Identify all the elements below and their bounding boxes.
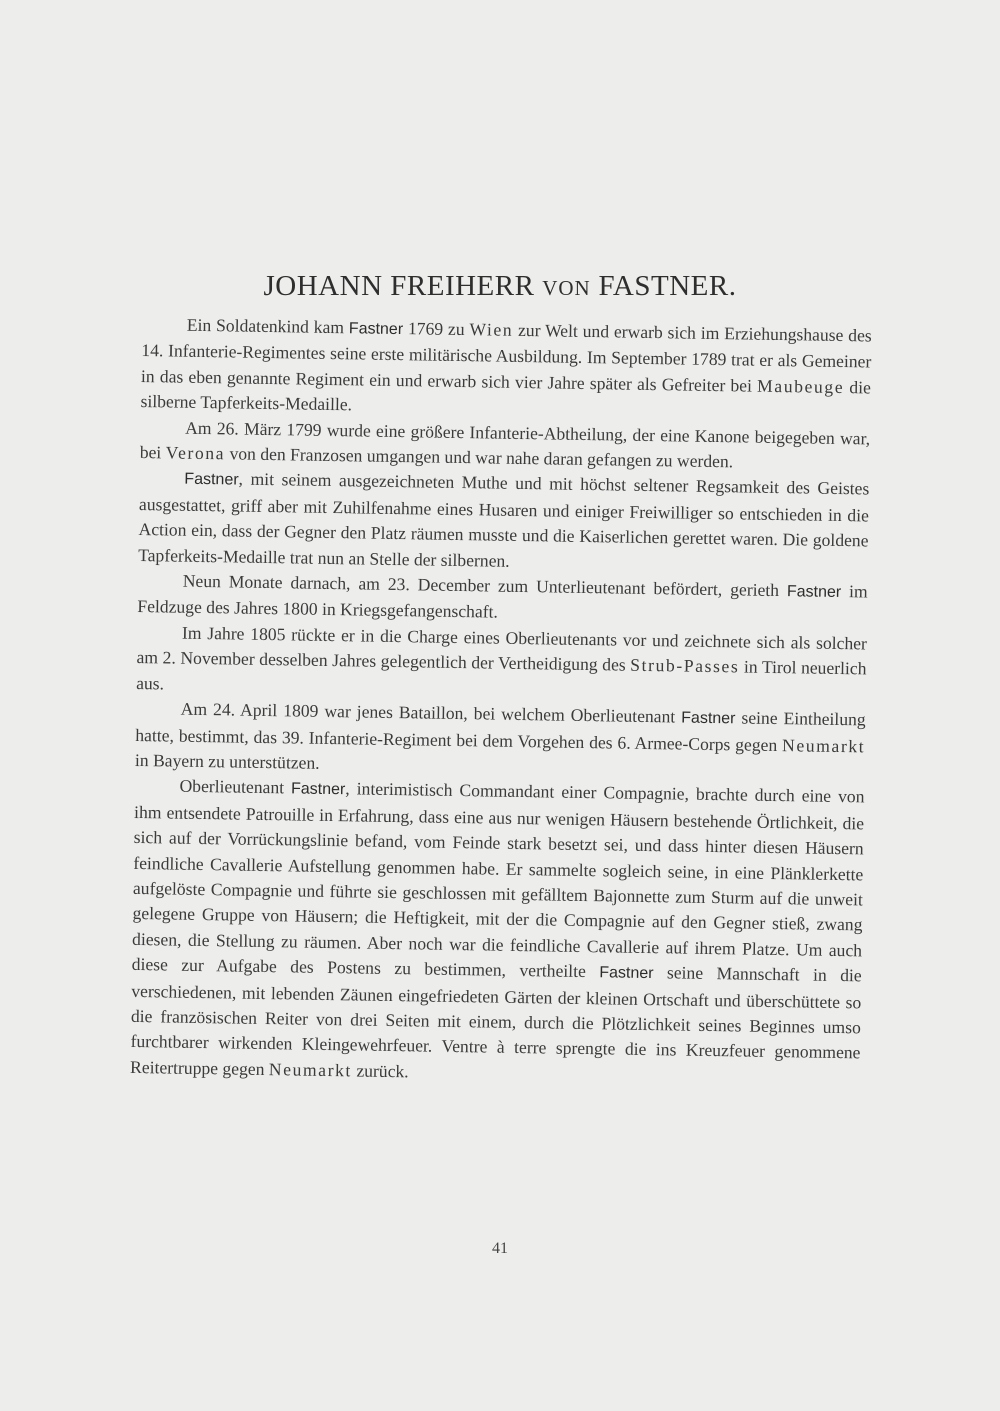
- person-name: Fastner: [290, 780, 346, 799]
- body-text: [130, 312, 872, 1092]
- title-rest: FASTNER.: [590, 270, 737, 302]
- place-name: Neumarkt: [781, 734, 866, 756]
- paragraph-7: [130, 773, 865, 1091]
- p1-text-d: zur Welt und erwarb sich im Erziehungshause des 14. Infanterie-Regimentes seine erste militärische Ausbildung. Im September 1789 trat er als Gemeiner in das eben genannte Regiment ein und erwarb sich vier Jahre später als Gefreiter bei: [140, 319, 872, 396]
- person-name: Fastner: [786, 583, 842, 602]
- paragraph-1: [140, 312, 872, 426]
- p7-text-e: zurück.: [351, 1060, 409, 1082]
- p6-text-b: seine Eintheilung hatte, bestimmt, das 39. Infanterie-Regiment bei dem Vorgehen des 6. Armee-Corps gegen: [135, 707, 866, 755]
- p5-text-a: Im Jahre 1805 rückte er in die Charge eines Oberlieutenants vor und zeichnete sich als solcher am 2. November desselben Jahres gelegentlich der Vertheidigung des: [136, 622, 868, 675]
- p7-text-a: Oberlieutenant: [179, 775, 292, 798]
- p1-text-b: 1769 zu: [402, 318, 470, 340]
- place-name: Neumarkt: [268, 1058, 353, 1081]
- page-number: 41: [492, 1240, 508, 1257]
- person-name: Fastner: [681, 709, 736, 728]
- p7-text-c: seine Mannschaft in die verschiedenen, mit lebenden Zäunen eingefriedeten Gärten der kleinen Ortschaft und überschüttete so die französischen Reiter von drei Seiten mit einem, durch die Plötzlichkeit seines Beginnes umso furchtbarer wirkenden Kleingewehrfeuer. Ventre à terre sprengte die ins Kreuzfeuer genommene Reitertruppe gegen: [129, 962, 862, 1079]
- p2-text-c: von den Franzosen umgangen und war nahe daran gefangen zu werden.: [224, 443, 734, 472]
- place-name: Maubeuge: [756, 375, 845, 397]
- title-main: JOHANN FREIHERR: [263, 270, 543, 302]
- person-name: Fastner: [348, 320, 404, 339]
- p4-text-b: im Feldzuge des Jahres 1800 in Kriegsgefangenschaft.: [137, 581, 868, 623]
- p2-text-a: Am 26. März 1799 wurde eine größere Infanterie-Abtheilung, der eine Kanone beigegeben war, bei: [139, 417, 871, 463]
- paragraph-3: [138, 465, 870, 579]
- p4-text-a: Neun Monate darnach, am 23. December zum Unterlieutenant befördert, gerieth: [182, 570, 788, 601]
- p6-text-a: Am 24. April 1809 war jenes Bataillon, bei welchem Oberlieutenant: [180, 698, 682, 727]
- person-name: Fastner: [184, 471, 239, 489]
- place-name: Verona: [165, 442, 226, 464]
- p1-text-a: Ein Soldatenkind kam: [186, 314, 350, 338]
- title-von: VON: [542, 276, 591, 300]
- paragraph-5: [136, 620, 867, 708]
- paragraph-6: [135, 696, 866, 785]
- person-name: Fastner: [599, 964, 654, 983]
- place-name: Wien: [469, 319, 514, 340]
- place-name: Strub-Passes: [630, 654, 740, 677]
- p3-text-a: , mit seinem ausgezeichneten Muthe und mit höchst seltener Regsamkeit des Geistes ausgestattet, griff aber mit Zuhilfenahme eines Husaren und einiger Freiwilliger so entschieden in die Action ein, dass der Gegner den Platz räumen musste und die Kaiserlichen gerettet waren. Die goldene Tapferkeits-Medaille trat nun an Stelle der silbernen.: [138, 468, 870, 571]
- p5-text-c: in Tirol neuerlich aus.: [136, 656, 867, 694]
- p6-text-d: in Bayern zu unterstützen.: [134, 749, 320, 773]
- chapter-title: [0, 270, 1000, 303]
- p7-text-b: , interimistisch Commandant einer Compagnie, brachte durch eine von ihm entsendete Patrouille in Erfahrung, dass eine aus nur wenigen Häusern bestehende Örtlichkeit, die sich auf der Vorrückungslinie befand, vom Feinde stark besetzt sei, und dass hinter diesen Häusern feindliche Cavallerie Aufstellung genommen habe. Er sammelte sogleich seine, in eine Plänklerkette aufgelöste Compagnie und führte sie geschlossen mit gefälltem Bajonnette zum Sturm auf die unweit gelegene Gruppe von Häusern; die Heftigkeit, mit der die Compagnie auf den Gegner stieß, zwang diesen, die Stellung zu räumen. Aber noch war die feindliche Cavallerie auf ihrem Platze. Um auch diese zur Aufgabe des Postens zu bestimmen, vertheilte: [131, 778, 865, 982]
- p1-text-f: die silberne Tapferkeits-Medaille.: [140, 376, 872, 415]
